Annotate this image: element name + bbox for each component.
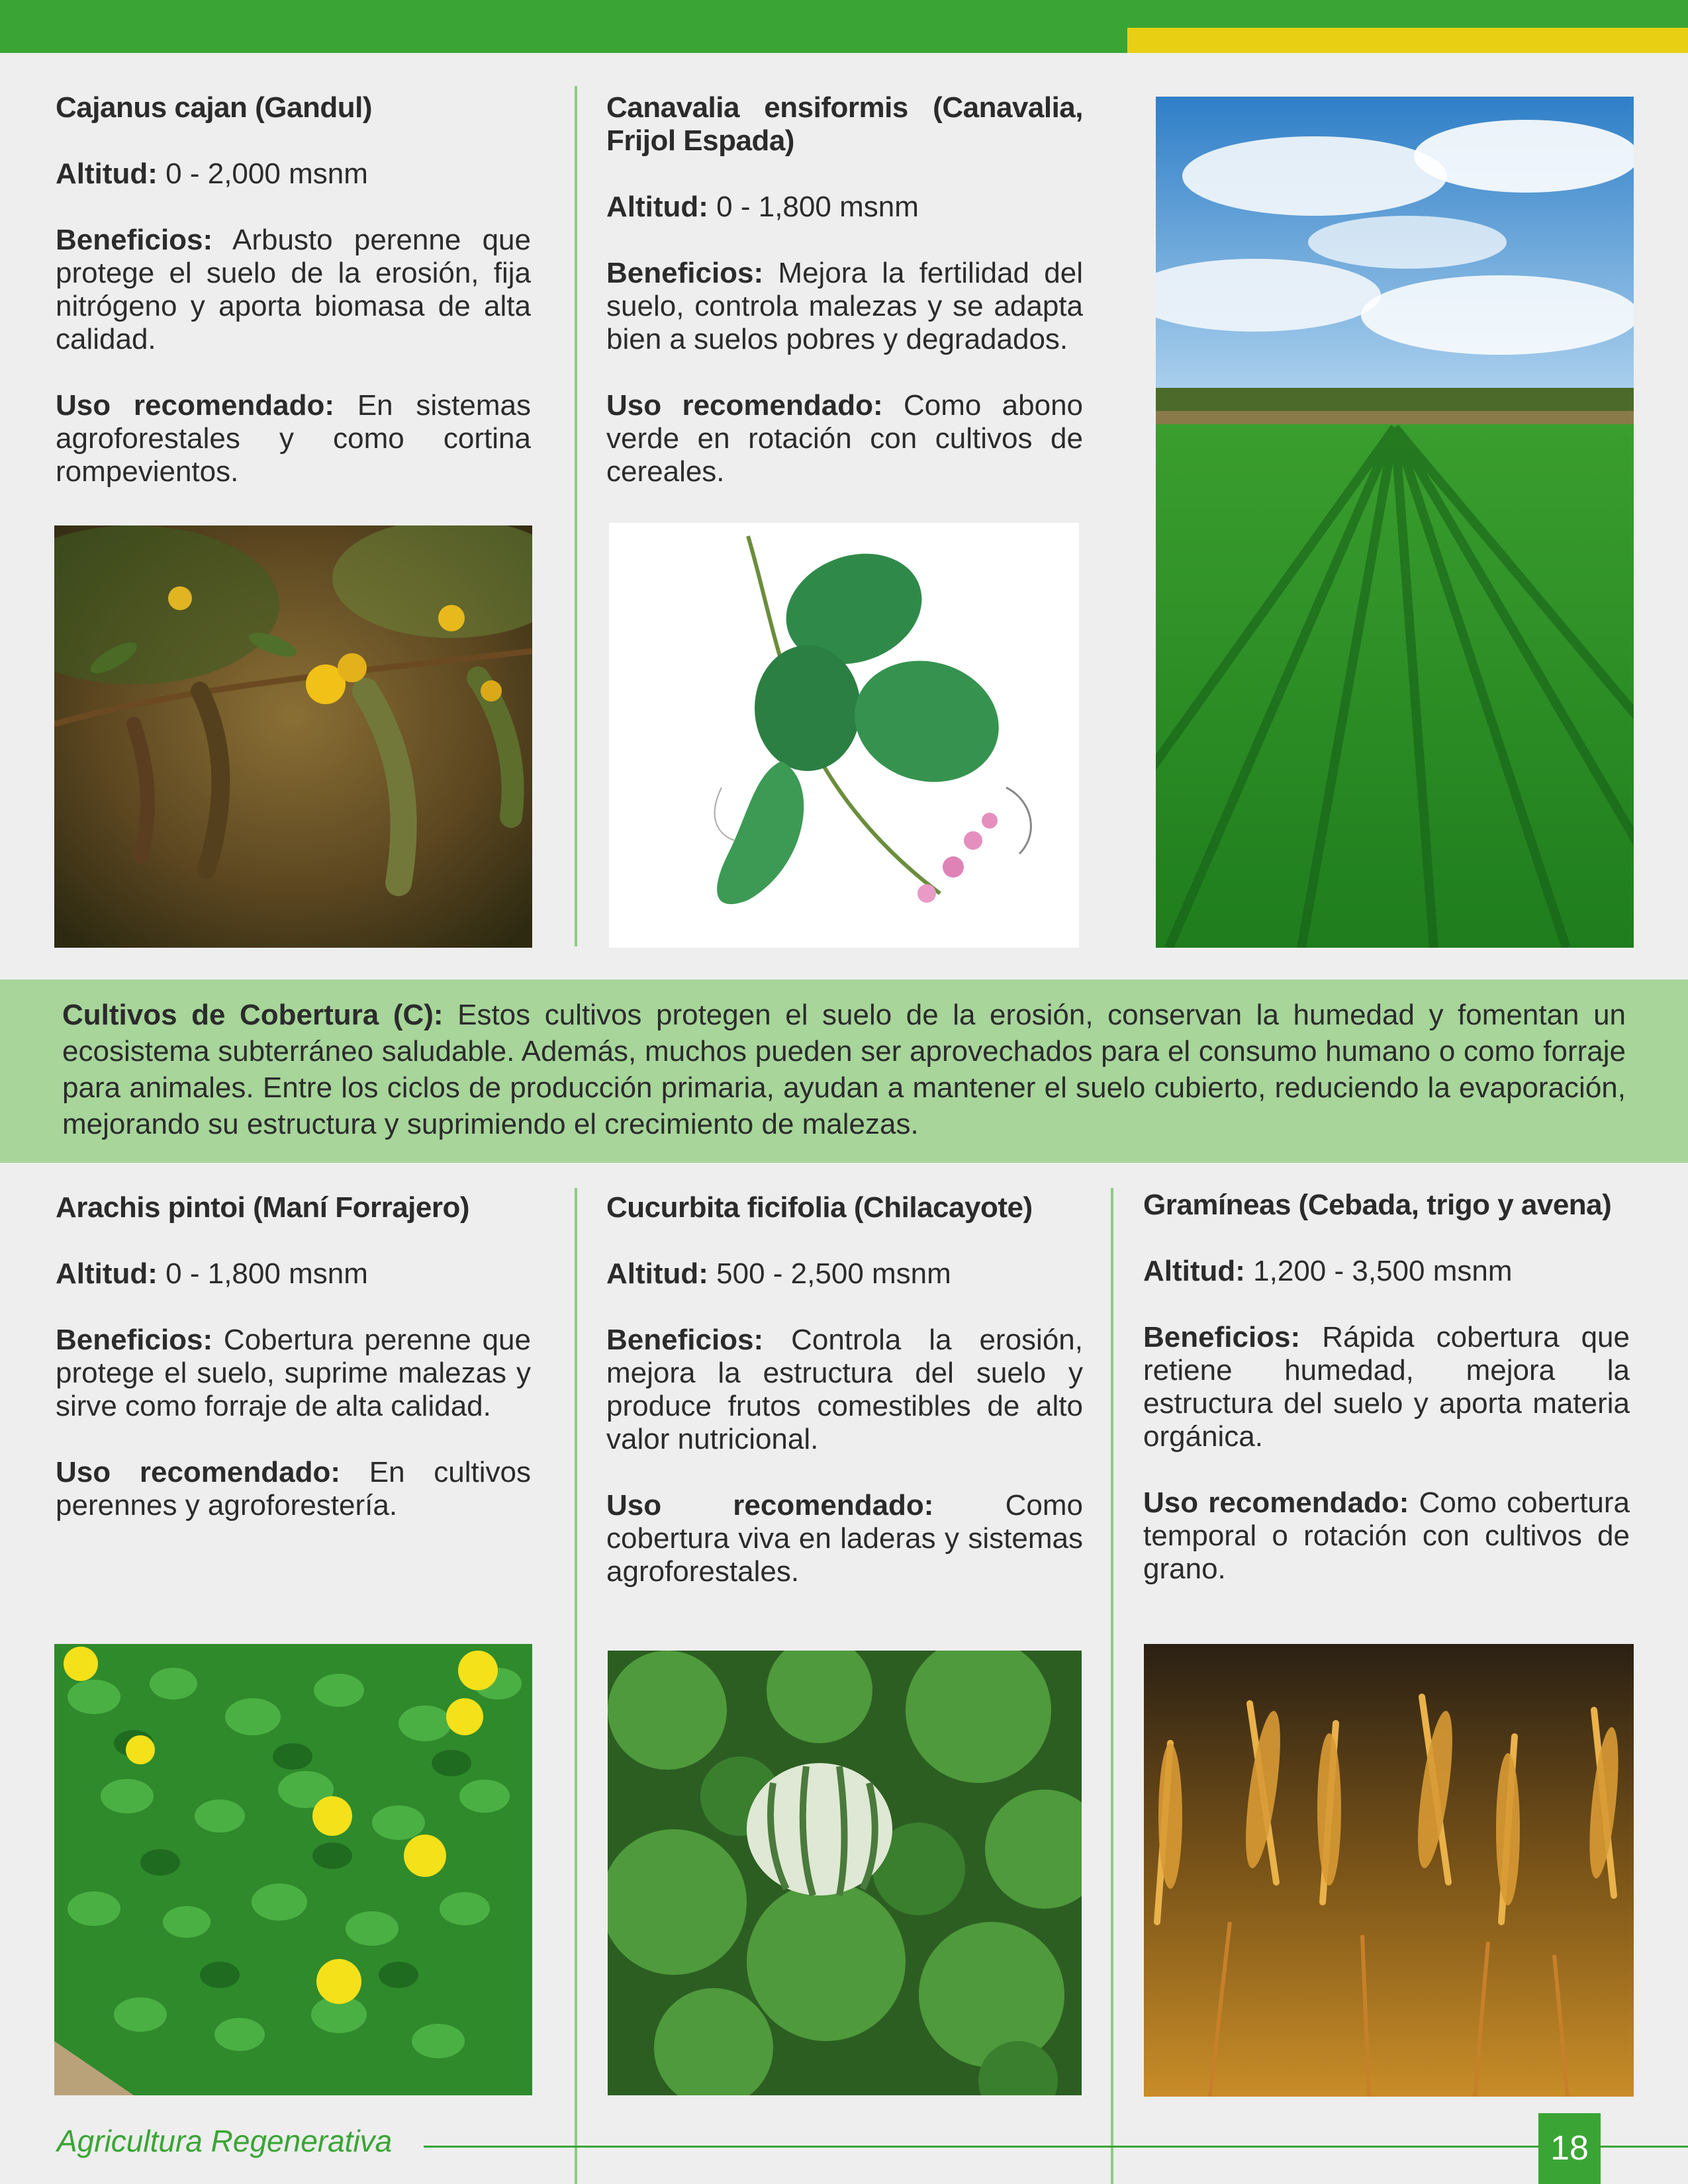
crop-usage: Uso recomendado: Como abono verde en rotación con cultivos de cereales. bbox=[606, 389, 1084, 488]
crop-cajanus bbox=[56, 91, 531, 522]
crop-cucurbita bbox=[606, 1191, 1083, 1621]
crop-altitude: Altitud: 500 - 2,500 msnm bbox=[606, 1257, 951, 1290]
crop-usage: Uso recomendado: Como cobertura viva en laderas y sistemas agroforestales. bbox=[606, 1489, 1084, 1588]
crop-arachis bbox=[56, 1191, 531, 1555]
column-divider bbox=[1111, 1188, 1113, 2184]
crop-usage: Uso recomendado: En cultivos perennes y agroforestería. bbox=[56, 1456, 531, 1522]
crop-title: Cajanus cajan (Gandul) bbox=[56, 91, 372, 124]
crop-benefits: Beneficios: Controla la erosión, mejora la estructura del suelo y produce frutos comestibles de alto valor nutricional. bbox=[606, 1324, 1083, 1455]
crop-altitude: Altitud: 0 - 1,800 msnm bbox=[606, 191, 919, 223]
crop-title: Cucurbita ficifolia (Chilacayote) bbox=[606, 1191, 1033, 1224]
footer-rule bbox=[424, 2146, 1538, 2148]
crop-usage: Uso recomendado: En sistemas agroforestales y como cortina rompevientos. bbox=[56, 389, 531, 488]
cover-crops-description: Cultivos de Cobertura (C): Estos cultivos protegen el suelo de la erosión, conservan la humedad y fomentan un ecosistema subterráneo saludable. Además, muchos pueden ser aprovechados para el consumo humano o como forraje para animales. Entre los ciclos de producción primaria, ayudan a mantener el suelo cubierto, reduciendo la evaporación, mejorando su estructura y suprimiendo el crecimiento de malezas. bbox=[62, 999, 1626, 1140]
column-divider bbox=[575, 86, 577, 946]
crop-benefits: Beneficios: Rápida cobertura que retiene humedad, mejora la estructura del suelo y aporta materia orgánica. bbox=[1143, 1321, 1630, 1453]
crop-altitude: Altitud: 1,200 - 3,500 msnm bbox=[1143, 1255, 1513, 1287]
crop-benefits: Beneficios: Mejora la fertilidad del suelo, controla malezas y se adapta bien a suelos pobres y degradados. bbox=[606, 257, 1083, 355]
page-number: 18 bbox=[1538, 2113, 1601, 2184]
crop-title: Canavalia ensiformis (Canavalia, Frijol Espada) bbox=[606, 91, 1083, 157]
footer-rule bbox=[1601, 2146, 1688, 2148]
footer-title: Agricultura Regenerativa bbox=[57, 2124, 393, 2158]
column-divider bbox=[575, 1188, 577, 2184]
crop-field-photo bbox=[1156, 97, 1634, 948]
arachis-photo bbox=[54, 1644, 532, 2095]
crop-benefits: Beneficios: Arbusto perenne que protege el suelo de la erosión, fija nitrógeno y aporta biomasa de alta calidad. bbox=[56, 224, 531, 355]
crop-altitude: Altitud: 0 - 1,800 msnm bbox=[56, 1257, 368, 1290]
crop-benefits: Beneficios: Cobertura perenne que protege el suelo, suprime malezas y sirve como forraje de alta calidad. bbox=[56, 1324, 531, 1422]
crop-title: Arachis pintoi (Maní Forrajero) bbox=[56, 1191, 470, 1224]
pigeon-pea-photo bbox=[54, 525, 532, 948]
canavalia-illustration bbox=[609, 523, 1079, 948]
crop-canavalia bbox=[606, 91, 1083, 522]
crop-usage: Uso recomendado: Como cobertura temporal o rotación con cultivos de grano. bbox=[1143, 1486, 1630, 1585]
crop-altitude: Altitud: 0 - 2,000 msnm bbox=[56, 158, 368, 190]
chilacayote-photo bbox=[608, 1651, 1082, 2095]
crop-gramineas bbox=[1143, 1189, 1630, 1619]
crop-title: Gramíneas (Cebada, trigo y avena) bbox=[1143, 1189, 1612, 1221]
top-accent-bar bbox=[1127, 28, 1688, 53]
grain-photo bbox=[1144, 1644, 1634, 2097]
